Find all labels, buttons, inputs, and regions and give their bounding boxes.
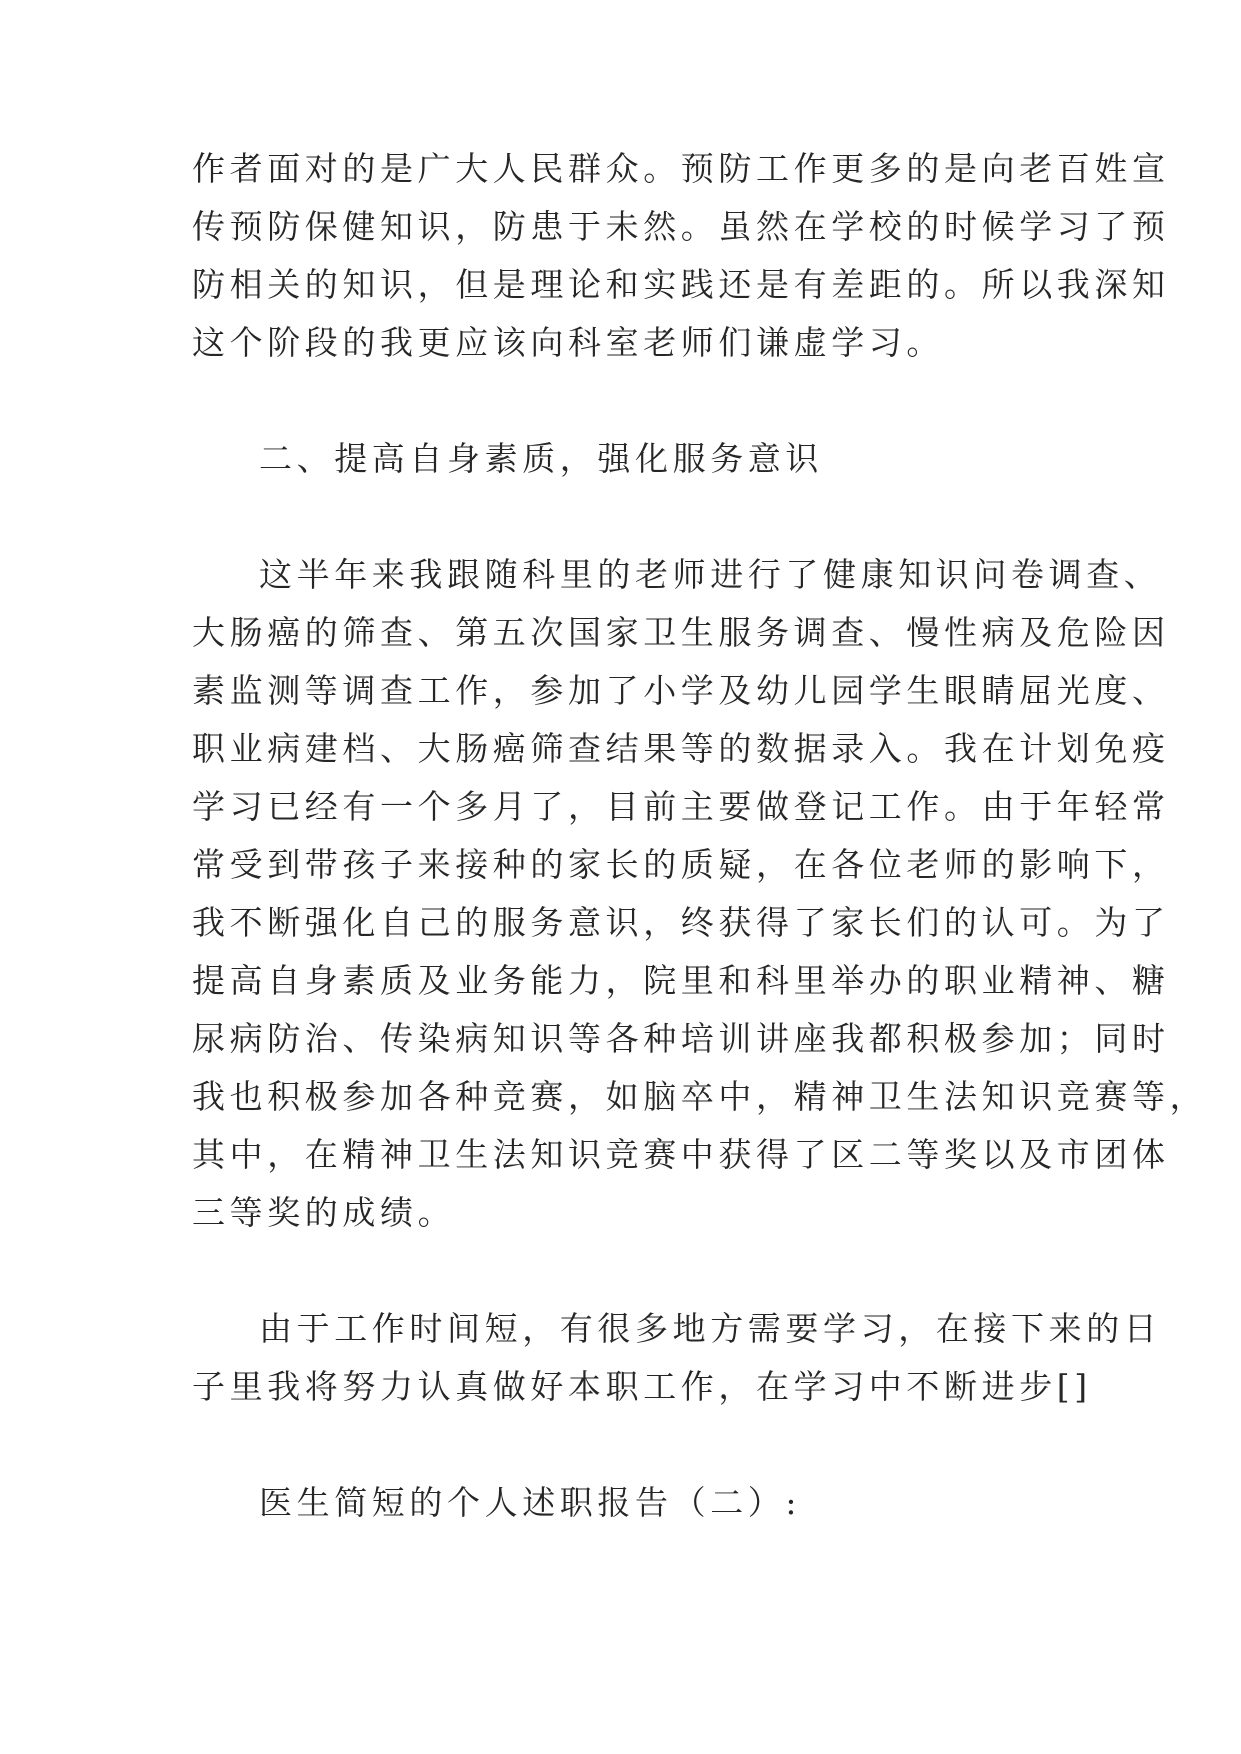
paragraph-line: 我不断强化自己的服务意识，终获得了家长们的认可。为了 <box>192 903 1170 942</box>
paragraph-3 <box>192 1300 1162 1416</box>
paragraph-line: 尿病防治、传染病知识等各种培训讲座我都积极参加；同时 <box>192 1019 1170 1058</box>
paragraph-line: 由于工作时间短，有很多地方需要学习，在接下来的日 <box>259 1309 1162 1348</box>
paragraph-line: 常受到带孩子来接种的家长的质疑，在各位老师的影响下， <box>192 845 1170 884</box>
paragraph-line: 大肠癌的筛查、第五次国家卫生服务调查、慢性病及危险因 <box>192 613 1170 652</box>
paragraph-line: 作者面对的是广大人民群众。预防工作更多的是向老百姓宣 <box>192 149 1170 188</box>
paragraph-spacer <box>192 1242 1072 1300</box>
paragraph-2 <box>192 546 1208 1242</box>
paragraph-line: 防相关的知识，但是理论和实践还是有差距的。所以我深知 <box>192 265 1170 304</box>
paragraph-line: 我也积极参加各种竞赛，如脑卒中，精神卫生法知识竞赛等， <box>192 1077 1208 1116</box>
paragraph-line: 学习已经有一个多月了，目前主要做登记工作。由于年轻常 <box>192 787 1170 826</box>
paragraph-1 <box>192 140 1170 372</box>
document-body <box>192 140 1208 1532</box>
paragraph-line: 职业病建档、大肠癌筛查结果等的数据录入。我在计划免疫 <box>192 729 1170 768</box>
paragraph-line: 传预防保健知识，防患于未然。虽然在学校的时候学习了预 <box>192 207 1170 246</box>
section-heading: 二、提高自身素质，强化服务意识 <box>259 439 823 478</box>
next-section-title: 医生简短的个人述职报告（二）: <box>259 1483 802 1522</box>
paragraph-line: 子里我将努力认真做好本职工作，在学习中不断进步[] <box>192 1367 1092 1406</box>
paragraph-line: 素监测等调查工作，参加了小学及幼儿园学生眼睛屈光度、 <box>192 671 1170 710</box>
paragraph-line: 提高自身素质及业务能力，院里和科里举办的职业精神、糖 <box>192 961 1170 1000</box>
paragraph-line: 三等奖的成绩。 <box>192 1193 456 1232</box>
paragraph-spacer <box>192 1416 1072 1474</box>
paragraph-line: 这半年来我跟随科里的老师进行了健康知识问卷调查、 <box>259 555 1162 594</box>
paragraph-line: 这个阶段的我更应该向科室老师们谦虚学习。 <box>192 323 944 362</box>
paragraph-spacer <box>192 488 1072 546</box>
paragraph-line: 其中，在精神卫生法知识竞赛中获得了区二等奖以及市团体 <box>192 1135 1170 1174</box>
paragraph-spacer <box>192 372 1072 430</box>
